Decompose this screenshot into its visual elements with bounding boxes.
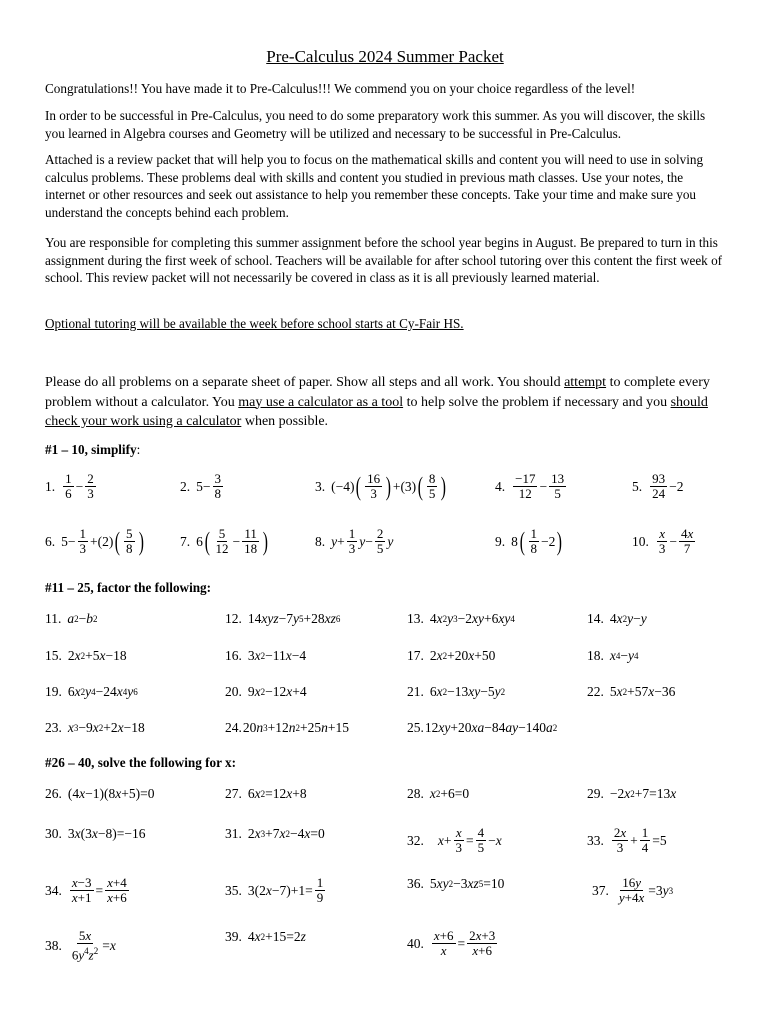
- problem-15: 15. 2 x 2 +5 x −18: [45, 648, 127, 663]
- problem-1: 1. $\frac{1}{6}$ − $\frac{2}{3}$: [45, 471, 94, 501]
- instr-text-1: Please do all problems on a separate sheet of paper. Show all steps and all work. You should: [45, 375, 565, 390]
- problem-8: 8. y + $\frac{1}{3}$ y − $\frac{2}{5}$ y: [315, 526, 394, 556]
- instr-attempt: attempt: [564, 375, 607, 390]
- problem-30: 30. 3 x (3 x −8)=−16: [45, 826, 146, 841]
- problem-16: 16. 3 x 2 −11 x −4: [225, 648, 307, 663]
- instr-text-2: to complete every problem without a calculator. You: [45, 375, 710, 410]
- problem-32: 32. x + $\frac{x}{3}$ = $\frac{4}{5}$ − x: [407, 825, 502, 855]
- page-title: Pre-Calculus 2024 Summer Packet: [266, 47, 504, 66]
- instr-text-4: when possible.: [241, 414, 329, 429]
- problem-29: 29. −2 x 2 +7=13 x: [587, 786, 677, 801]
- tutoring-note: Optional tutoring will be available the week before school starts at Cy-Fair HS.: [45, 316, 464, 331]
- problem-5: 5. $\frac{93}{24}$ −2: [632, 471, 684, 501]
- instr-check-work: should check your work using a calculator: [45, 394, 708, 429]
- review-packet-paragraph: Attached is a review packet that will help you to focus on the mathematical skills and content you will need to use in solving calculus problems. These problems deal with skills and content you studied in previous math classes. Use your notes, the internet or other resources and seek out assistance to help you remember these concepts. Take your time and make sure you understand the concepts behind each problem.: [45, 152, 704, 220]
- problem-21: 21. 6 x 2 −13 xy −5 y 2: [407, 684, 506, 699]
- problem-27: 27. 6 x 2 =12 x +8: [225, 786, 307, 801]
- problem-25: 25. 12 xy +20 xa −84 ay −140 a 2: [407, 720, 558, 735]
- problem-26: 26. (4 x −1)(8 x +5)=0: [45, 786, 155, 801]
- problem-40: 40. $\frac{x+6}{x}$ = $\frac{2x+3}{x+6}$: [407, 928, 496, 958]
- problem-14: 14. 4 x 2 y − y: [587, 611, 647, 626]
- problem-36: 36. 5 xy 2 −3 xz 5 =10: [407, 876, 505, 891]
- success-paragraph: In order to be successful in Pre-Calculus, you need to do some preparatory work this summer. As you will discover, the skills you learned in Algebra courses and Geometry will be utilized and necessary to be successful in Pre-Calculus.: [45, 108, 706, 141]
- problem-4: 4. $\frac{-17}{12}$ − $\frac{13}{5}$: [495, 471, 565, 501]
- problem-35: 35. 3(2 x −7)+1= $\frac{1}{9}$: [225, 875, 324, 905]
- problem-20: 20. 9 x 2 −12 x +4: [225, 684, 307, 699]
- section-factor: #11 – 25, factor the following:: [45, 580, 212, 595]
- problem-13: 13. 4 x 2 y 3 −2 xy +6 xy 4: [407, 611, 515, 626]
- problem-33: 33. $\frac{2x}{3}$ + $\frac{1}{4}$ =5: [587, 825, 667, 855]
- responsibility-paragraph: You are responsible for completing this summer assignment before the school year begins in August. Be prepared to turn in this assignment during the first week of school. Teachers will be available for after school tutoring over this content the first week of school. This review packet will not necessarily be covered in class as it is all previously learned material.: [45, 235, 723, 285]
- problem-7: 7. 6 ( $\frac{5}{12}$ − $\frac{11}{18}$ ): [180, 526, 269, 556]
- problem-17: 17. 2 x 2 +20 x +50: [407, 648, 496, 663]
- instructions-paragraph: [45, 373, 725, 432]
- problem-37: 37. $\frac{16y}{y+4x}$ =3 y 3: [592, 875, 674, 905]
- problem-19: 19. 6 x 2 y 4 −24 x 4 y 6: [45, 684, 138, 699]
- problem-6: 6. 5− $\frac{1}{3}$ +(2) ( $\frac{5}{8}$ ): [45, 526, 144, 556]
- problem-23: 23. x 3 −9 x 2 +2 x −18: [45, 720, 145, 735]
- problem-11: 11. a 2 − b 2: [45, 611, 98, 626]
- problem-12: 12. 14 xyz −7 y 5 +28 xz 6: [225, 611, 341, 626]
- section-simplify: #1 – 10, simplify:: [45, 442, 141, 457]
- problem-2: 2. 5− $\frac{3}{8}$: [180, 471, 221, 501]
- problem-24: 24. 20 n 3 +12 n 2 +25 n +15: [225, 720, 349, 735]
- problem-3: 3. (−4) ( $\frac{16}{3}$ ) +(3) ( $\frac{8}{5}$ ): [315, 471, 447, 501]
- problem-38: 38. $\frac{5x}{6y^4z^2}$ = x: [45, 928, 116, 963]
- problem-10: 10. $\frac{x}{3}$ − $\frac{4x}{7}$: [632, 526, 694, 556]
- problem-9: 9. 8 ( $\frac{1}{8}$ −2 ): [495, 526, 563, 556]
- problem-31: 31. 2 x 3 +7 x 2 −4 x =0: [225, 826, 325, 841]
- instr-calc-tool: may use a calculator as a tool: [238, 394, 404, 410]
- section-solve: #26 – 40, solve the following for x:: [45, 755, 236, 770]
- problem-18: 18. x 4 − y 4: [587, 648, 639, 663]
- problem-34: 34. $\frac{x-3}{x+1}$ = $\frac{x+4}{x+6}$: [45, 875, 127, 905]
- intro-paragraph: Congratulations!! You have made it to Pre-Calculus!!! We commend you on your choice regardless of the level!: [45, 81, 636, 96]
- problem-28: 28. x 2 +6=0: [407, 786, 470, 801]
- problem-39: 39. 4 x 2 +15=2 z: [225, 929, 306, 944]
- instr-text-3: to help solve the problem if necessary and you: [403, 394, 671, 410]
- problem-22: 22. 5 x 2 +57 x −36: [587, 684, 676, 699]
